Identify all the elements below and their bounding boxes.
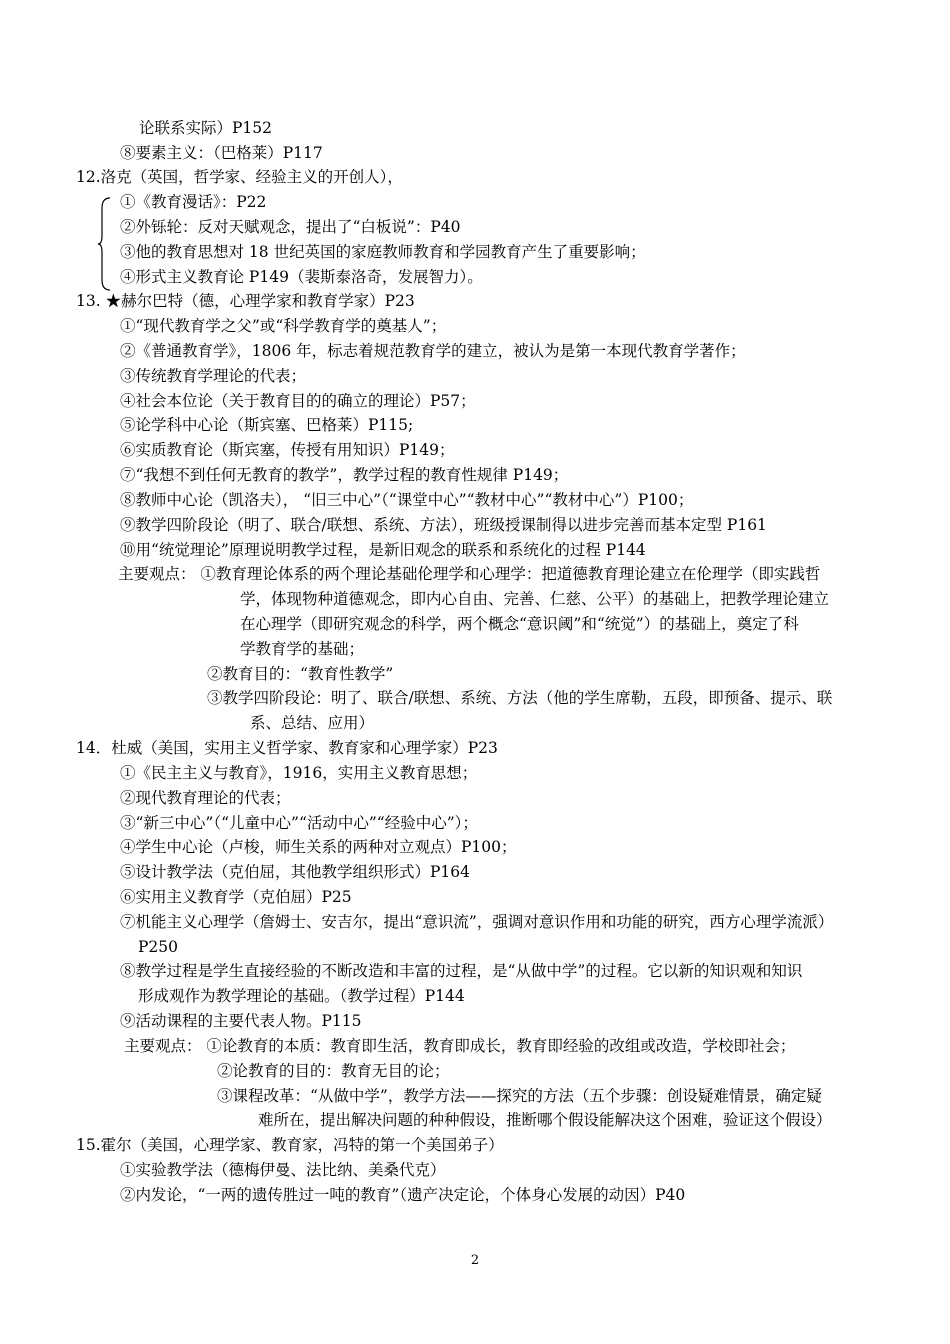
brace-icon (97, 196, 111, 292)
text-line: 主要观点： ①论教育的本质：教育即生活，教育即成长，教育即经验的改组或改造，学校即社会； (124, 1037, 796, 1055)
text-line: P250 (138, 938, 179, 956)
text-line: ⑦“我想不到任何无教育的教学”，教学过程的教育性规律 P149； (120, 466, 569, 484)
text-line: ⑤论学科中心论（斯宾塞、巴格莱）P115; (120, 416, 414, 434)
text-line: ①“现代教育学之父”或“科学教育学的奠基人”； (120, 317, 447, 335)
text-line: ②内发论，“一两的遗传胜过一吨的教育”（遗产决定论，个体身心发展的动因）P40 (120, 1186, 686, 1204)
text-line: ⑧教学过程是学生直接经验的不断改造和丰富的过程，是“从做中学”的过程。它以新的知识观和知识 (120, 962, 803, 980)
text-line: ②现代教育理论的代表； (120, 789, 291, 807)
text-line: ②《普通教育学》，1806 年，标志着规范教育学的建立，被认为是第一本现代教育学著作； (120, 342, 746, 360)
text-line: ③“新三中心”（“儿童中心”“活动中心”“经验中心”）； (120, 814, 478, 832)
text-line: ⑥实质教育论（斯宾塞，传授有用知识）P149； (120, 441, 455, 459)
text-line: 难所在，提出解决问题的种种假设，推断哪个假设能解决这个困难，验证这个假设） (258, 1111, 832, 1129)
page-number: 2 (470, 1253, 480, 1268)
text-line: 系、总结、应用） (250, 714, 375, 732)
text-line: 主要观点： ①教育理论体系的两个理论基础伦理学和心理学：把道德教育理论建立在伦理学（即实践哲 (118, 565, 821, 583)
text-line: ②论教育的目的：教育无目的论； (217, 1062, 450, 1080)
text-line: 形成观作为教学理论的基础。（教学过程）P144 (138, 987, 465, 1005)
text-line: ⑨教学四阶段论（明了、联合/联想、系统、方法），班级授课制得以进步完善而基本定型 P161 (120, 516, 767, 534)
section-heading: 14．杜威（美国，实用主义哲学家、教育家和心理学家）P23 (76, 739, 498, 757)
text-line: ②教育目的：“教育性教学” (207, 665, 394, 683)
text-line: 学，体现物种道德观念，即内心自由、完善、仁慈、公平）的基础上，把教学理论建立 (240, 590, 830, 608)
text-line: ③传统教育学理论的代表； (120, 367, 307, 385)
text-line: ⑩用“统觉理论”原理说明教学过程，是新旧观念的联系和系统化的过程 P144 (120, 541, 646, 559)
text-line: ④形式主义教育论 P149（裴斯泰洛奇，发展智力）。 (120, 268, 483, 286)
section-heading: 15.霍尔（美国，心理学家、教育家，冯特的第一个美国弟子） (76, 1136, 504, 1154)
text-line: ①《民主主义与教育》，1916，实用主义教育思想； (120, 764, 478, 782)
text-line: 学教育学的基础； (240, 640, 365, 658)
text-line: ④社会本位论（关于教育目的的确立的理论）P57； (120, 392, 476, 410)
text-line: ①实验教学法（德梅伊曼、法比纳、美桑代克） (120, 1161, 446, 1179)
text-line: ⑧教师中心论（凯洛夫）， “旧三中心”（“课堂中心”“教材中心”“教材中心”）P100； (120, 491, 694, 509)
text-line: ②外铄轮：反对天赋观念，提出了“白板说”：P40 (120, 218, 461, 236)
text-line: ⑧要素主义：（巴格莱）P117 (120, 144, 323, 162)
section-heading: 13. ★赫尔巴特（德，心理学家和教育学家）P23 (76, 292, 415, 310)
text-line: ③教学四阶段论：明了、联合/联想、系统、方法（他的学生席勒，五段，即预备、提示、联 (207, 689, 833, 707)
text-line: ③他的教育思想对 18 世纪英国的家庭教师教育和学园教育产生了重要影响； (120, 243, 646, 261)
text-line: 在心理学（即研究观念的科学，两个概念“意识阈”和“统觉”）的基础上，奠定了科 (240, 615, 799, 633)
text-line: ①《教育漫话》：P22 (120, 193, 267, 211)
text-line: ⑨活动课程的主要代表人物。P115 (120, 1012, 362, 1030)
text-line: 论联系实际）P152 (139, 119, 273, 137)
section-heading: 12.洛克（英国，哲学家、经验主义的开创人）， (76, 168, 403, 186)
text-line: ④学生中心论（卢梭，师生关系的两种对立观点）P100； (120, 838, 517, 856)
text-line: ⑥实用主义教育学（克伯屈）P25 (120, 888, 352, 906)
text-line: ⑦机能主义心理学（詹姆士、安吉尔，提出“意识流”，强调对意识作用和功能的研究，西方心理学流派） (120, 913, 834, 931)
text-line: ⑤设计教学法（克伯屈，其他教学组织形式）P164 (120, 863, 471, 881)
text-line: ③课程改革：“从做中学”，教学方法——探究的方法（五个步骤：创设疑难情景，确定疑 (217, 1087, 822, 1105)
